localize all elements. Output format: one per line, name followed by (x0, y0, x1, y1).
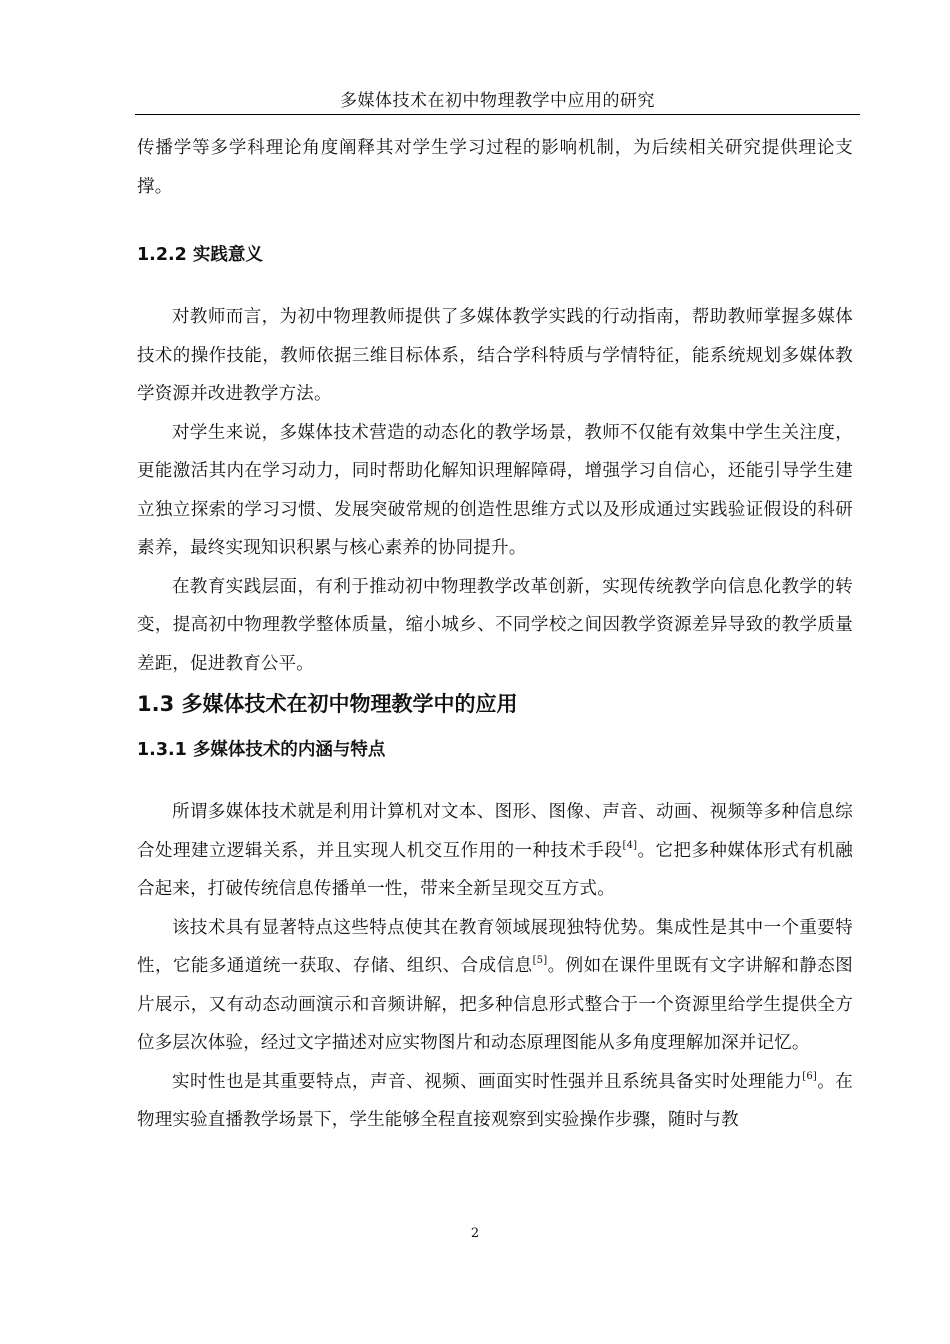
definition-text-a: 所谓多媒体技术就是利用计算机对文本、图形、图像、声音、动画、视频等多种信息综合处理建立逻辑关系，并且实现人机交互作用的一种技术手段 (137, 802, 853, 861)
citation-5: [5] (532, 955, 548, 967)
paragraph-practice: 在教育实践层面，有利于推动初中物理教学改革创新，实现传统教学向信息化教学的转变，提高初中物理教学整体质量，缩小城乡、不同学校之间因教学资源差异导致的教学质量差距，促进教育公平。 (137, 576, 853, 674)
header-rule (135, 114, 860, 115)
running-header: 多媒体技术在初中物理教学中应用的研究 (340, 91, 655, 111)
features-text-a: 该技术具有显著特点这些特点使其在教育领域展现独特优势。集成性是其中一个重要特性，它能多通道统一获取、存储、组织、合成信息 (137, 917, 853, 976)
paragraph-intro: 传播学等多学科理论角度阐释其对学生学习过程的影响机制，为后续相关研究提供理论支撑。 (137, 138, 853, 197)
heading-1-3-1: 1.3.1 多媒体技术的内涵与特点 (137, 740, 386, 760)
paragraph-definition (137, 793, 853, 909)
realtime-text-a: 实时性也是其重要特点，声音、视频、画面实时性强并且系统具备实时处理能力 (172, 1071, 803, 1092)
citation-6: [6] (802, 1070, 817, 1082)
definition-text-b: 。它把多种媒体形式有机融合起来，打破传统信息传播单一性，带来全新呈现交互方式。 (137, 840, 853, 899)
features-text-b: 。例如在课件里既有文字讲解和静态图片展示，又有动态动画演示和音频讲解，把多种信息形式整合于一个资源里给学生提供全方位多层次体验，经过文字描述对应实物图片和动态原理图能从多角度理解加深并记忆。 (137, 956, 853, 1053)
paragraph-features (137, 909, 853, 1063)
page-body (137, 129, 853, 1140)
citation-4: [4] (622, 839, 638, 851)
paragraph-realtime (137, 1063, 853, 1140)
realtime-text-b: 。在物理实验直播教学场景下，学生能够全程直接观察到实验操作步骤，随时与教 (137, 1071, 853, 1130)
heading-1-2-2: 1.2.2 实践意义 (137, 245, 263, 265)
page-number: 2 (470, 1226, 480, 1241)
paragraph-teacher: 对教师而言，为初中物理教师提供了多媒体教学实践的行动指南，帮助教师掌握多媒体技术的操作技能，教师依据三维目标体系，结合学科特质与学情特征，能系统规划多媒体教学资源并改进教学方法。 (137, 307, 853, 404)
paragraph-student: 对学生来说，多媒体技术营造的动态化的教学场景，教师不仅能有效集中学生关注度，更能激活其内在学习动力，同时帮助化解知识理解障碍，增强学习自信心，还能引导学生建立独立探索的学习习惯、发展突破常规的创造性思维方式以及形成通过实践验证假设的科研素养，最终实现知识积累与核心素养的协同提升。 (137, 422, 853, 558)
heading-1-3: 1.3 多媒体技术在初中物理教学中的应用 (137, 692, 518, 716)
